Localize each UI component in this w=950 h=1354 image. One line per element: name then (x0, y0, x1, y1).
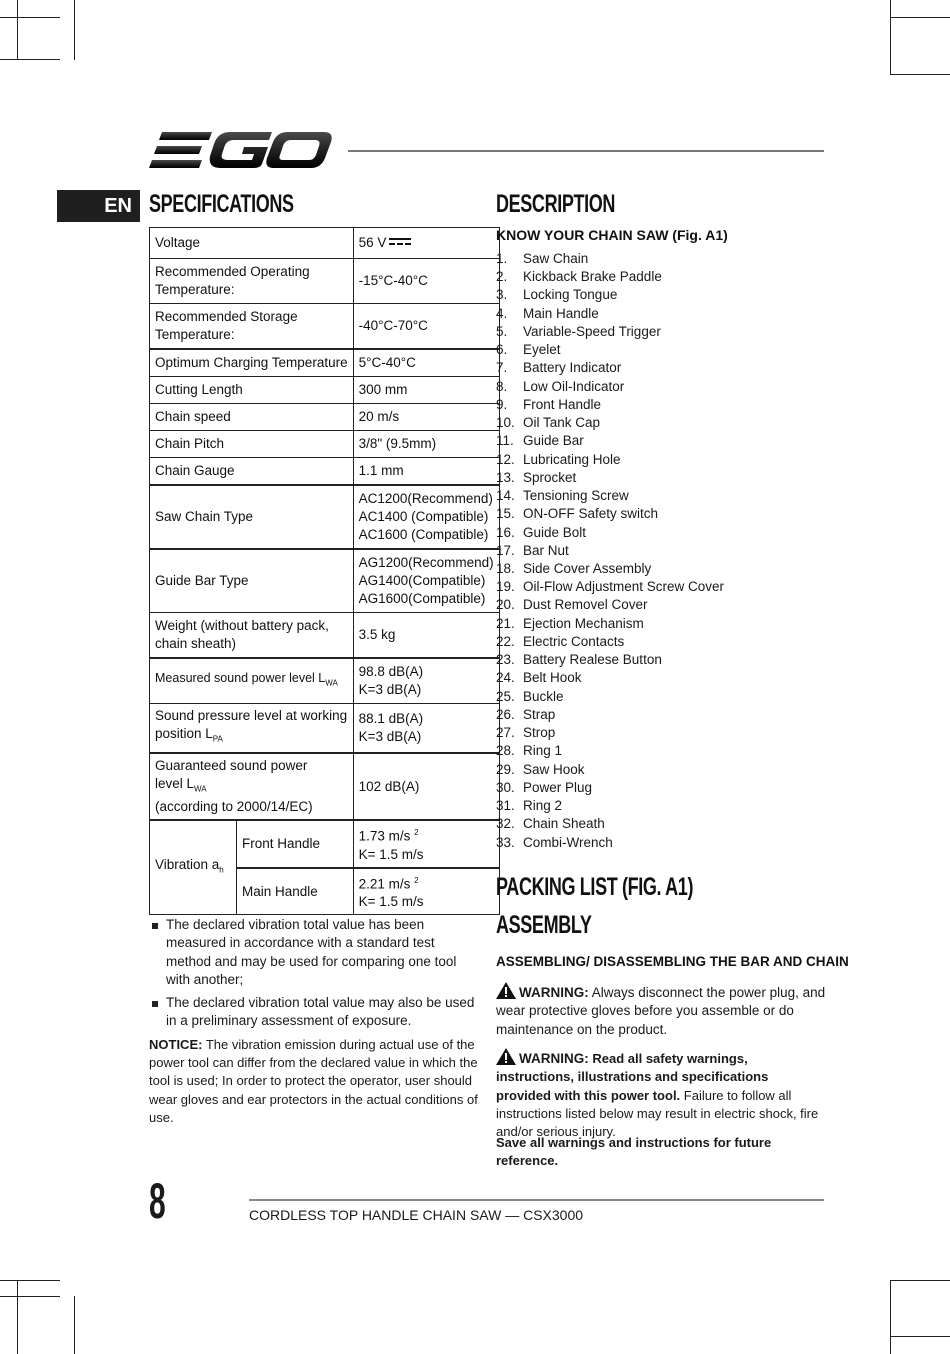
ego-logo (148, 130, 332, 170)
crop-mark (0, 1280, 60, 1281)
list-item: 17. Bar Nut (496, 542, 569, 558)
spec-value: 1.1 mm (353, 458, 499, 486)
list-item: The declared vibration total value has been measured in accordance with a standard test method and may be used for comparing one tool with another; (149, 916, 479, 989)
table-row (150, 377, 500, 404)
spec-label: Cutting Length (150, 377, 354, 404)
spec-label: Sound pressure level at working position $L_{PA}$ (150, 704, 354, 753)
spec-label: Recommended Storage Temperature: (150, 304, 354, 350)
table-row (150, 704, 500, 753)
spec-value: 20 m/s (353, 404, 499, 431)
spec-value: 102 dB(A) (353, 753, 499, 821)
list-item: 28. Ring 1 (496, 743, 563, 759)
spec-value: AC1200(Recommend) AC1400 (Compatible) AC1600 (Compatible) (353, 485, 499, 549)
assembly-heading: ASSEMBLY (496, 911, 592, 939)
list-item: 23. Battery Realese Button (496, 652, 662, 668)
specifications-heading: SPECIFICATIONS (149, 190, 294, 218)
table-row (150, 431, 500, 458)
list-item: 26. Strap (496, 706, 556, 722)
spec-label: Saw Chain Type (150, 485, 354, 549)
table-row (150, 259, 500, 304)
crop-mark (0, 1296, 60, 1297)
save-instructions: Save all warnings and instructions for future reference. (496, 1135, 772, 1169)
spec-label: Chain speed (150, 404, 354, 431)
crop-mark (890, 74, 950, 75)
dc-symbol-icon (389, 237, 411, 247)
footer-title: CORDLESS TOP HANDLE CHAIN SAW — CSX3000 (249, 1207, 584, 1223)
list-item: 4. Main Handle (496, 305, 599, 321)
table-row (150, 820, 500, 868)
spec-value: 56 V (353, 228, 499, 259)
spec-label: Voltage (150, 228, 354, 259)
list-item: 29. Saw Hook (496, 761, 585, 777)
table-row (150, 658, 500, 704)
list-item: The declared vibration total value may also be used in a preliminary assessment of exposure. (149, 994, 479, 1031)
list-item: 6. Eyelet (496, 342, 561, 358)
list-item: 32. Chain Sheath (496, 816, 605, 832)
table-row (150, 613, 500, 659)
spec-label: Recommended Operating Temperature: (150, 259, 354, 304)
warning-paragraph: WARNING: Read all safety warnings, instructions, illustrations and specifications provided with this power tool. Failure to follow all instructions listed below may result in electric shock, fire and/or serious injury. (496, 1048, 826, 1141)
list-item: 2. Kickback Brake Paddle (496, 269, 662, 285)
list-item: 7. Battery Indicator (496, 360, 622, 376)
spec-label: Guaranteed sound power level $L_{WA}$ (according to 2000/14/EC) (150, 753, 354, 821)
list-item: 8. Low Oil-Indicator (496, 378, 625, 394)
crop-mark (74, 1296, 75, 1354)
crop-mark (0, 17, 60, 18)
crop-mark (890, 1280, 950, 1281)
footer-rule (249, 1199, 824, 1201)
crop-mark (74, 0, 75, 60)
table-row (150, 304, 500, 350)
vibration-main-label: Main Handle (237, 868, 354, 915)
spec-value: AG1200(Recommend) AG1400(Compatible) AG1600(Compatible) (353, 549, 499, 613)
list-item: 24. Belt Hook (496, 670, 582, 686)
crop-mark (0, 59, 60, 60)
list-item: 14. Tensioning Screw (496, 488, 629, 504)
list-item: 5. Variable-Speed Trigger (496, 323, 661, 339)
spec-value: -15°C-40°C (353, 259, 499, 304)
spec-value: 88.1 dB(A) K=3 dB(A) (353, 704, 499, 753)
page-number: 8 (149, 1173, 166, 1229)
list-item: 25. Buckle (496, 688, 564, 704)
specifications-table (149, 227, 500, 915)
spec-label: Chain Pitch (150, 431, 354, 458)
spec-value: 3.5 kg (353, 613, 499, 659)
crop-mark (890, 17, 950, 18)
list-item: 21. Ejection Mechanism (496, 615, 644, 631)
list-item: 27. Strop (496, 725, 556, 741)
list-item: 16. Guide Bolt (496, 524, 587, 540)
list-item: 1. Saw Chain (496, 251, 589, 266)
parts-list (496, 250, 724, 852)
notice-paragraph: NOTICE: The vibration emission during actual use of the power tool can differ from the declared value in which the tool is used; In order to protect the operator, user should wear gloves and ear protectors in the actual conditions of use. (149, 1036, 478, 1125)
spec-label: Guide Bar Type (150, 549, 354, 613)
bullet-square-icon (152, 923, 158, 929)
vibration-main-value: 2.21 m/s $^2$ K= 1.5 m/s (353, 868, 499, 915)
crop-mark (890, 1336, 950, 1337)
table-row (150, 458, 500, 486)
language-tab: EN (57, 190, 140, 222)
assembly-subheading: ASSEMBLING/ DISASSEMBLING THE BAR AND CHAIN (496, 954, 849, 969)
table-row (150, 404, 500, 431)
description-heading: DESCRIPTION (496, 190, 616, 218)
vibration-front-label: Front Handle (237, 820, 354, 868)
table-row (150, 228, 500, 259)
warning-triangle-icon (496, 1048, 516, 1065)
list-item: 3. Locking Tongue (496, 287, 618, 303)
spec-value: -40°C-70°C (353, 304, 499, 350)
list-item: 18. Side Cover Assembly (496, 560, 652, 576)
table-row (150, 549, 500, 613)
list-item: 33. Combi-Wrench (496, 834, 613, 850)
crop-mark (17, 1280, 18, 1354)
list-item: 9. Front Handle (496, 396, 602, 412)
list-item: 19. Oil-Flow Adjustment Screw Cover (496, 579, 725, 595)
bullet-square-icon (152, 1001, 158, 1007)
table-row (150, 349, 500, 377)
spec-label: Optimum Charging Temperature (150, 349, 354, 377)
header-rule (348, 150, 824, 152)
list-item: 31. Ring 2 (496, 798, 563, 814)
table-row (150, 485, 500, 549)
list-item: 12. Lubricating Hole (496, 451, 621, 467)
vibration-front-value: 1.73 m/s $^2$ K= 1.5 m/s (353, 820, 499, 868)
list-item: 11. Guide Bar (496, 433, 584, 449)
crop-mark (890, 0, 891, 74)
list-item: 20. Dust Removel Cover (496, 597, 648, 613)
spec-label: Measured sound power level $L_{WA}$ (150, 658, 354, 704)
list-item: 13. Sprocket (496, 469, 577, 485)
list-item: 30. Power Plug (496, 779, 593, 795)
spec-value: 300 mm (353, 377, 499, 404)
spec-label: Weight (without battery pack, chain sheath) (150, 613, 354, 659)
warning-paragraph: WARNING: Always disconnect the power plug, and wear protective gloves before you assemble or do maintenance on the product. (496, 982, 826, 1039)
warning-triangle-icon (496, 982, 516, 999)
spec-value: 5°C-40°C (353, 349, 499, 377)
crop-mark (17, 0, 18, 60)
table-row (150, 753, 500, 821)
list-item: 22. Electric Contacts (496, 633, 625, 649)
spec-value: 3/8" (9.5mm) (353, 431, 499, 458)
spec-value: 98.8 dB(A) K=3 dB(A) (353, 658, 499, 704)
list-item: 10. Oil Tank Cap (496, 415, 601, 431)
list-item: 15. ON-OFF Safety switch (496, 506, 659, 522)
description-subheading: KNOW YOUR CHAIN SAW (Fig. A1) (496, 227, 728, 243)
crop-mark (890, 1280, 891, 1354)
spec-label: Chain Gauge (150, 458, 354, 486)
vibration-notes (149, 916, 479, 1127)
packing-list-heading: PACKING LIST (FIG. A1) (496, 873, 694, 901)
vibration-label: Vibration $a_h$ (150, 820, 237, 915)
